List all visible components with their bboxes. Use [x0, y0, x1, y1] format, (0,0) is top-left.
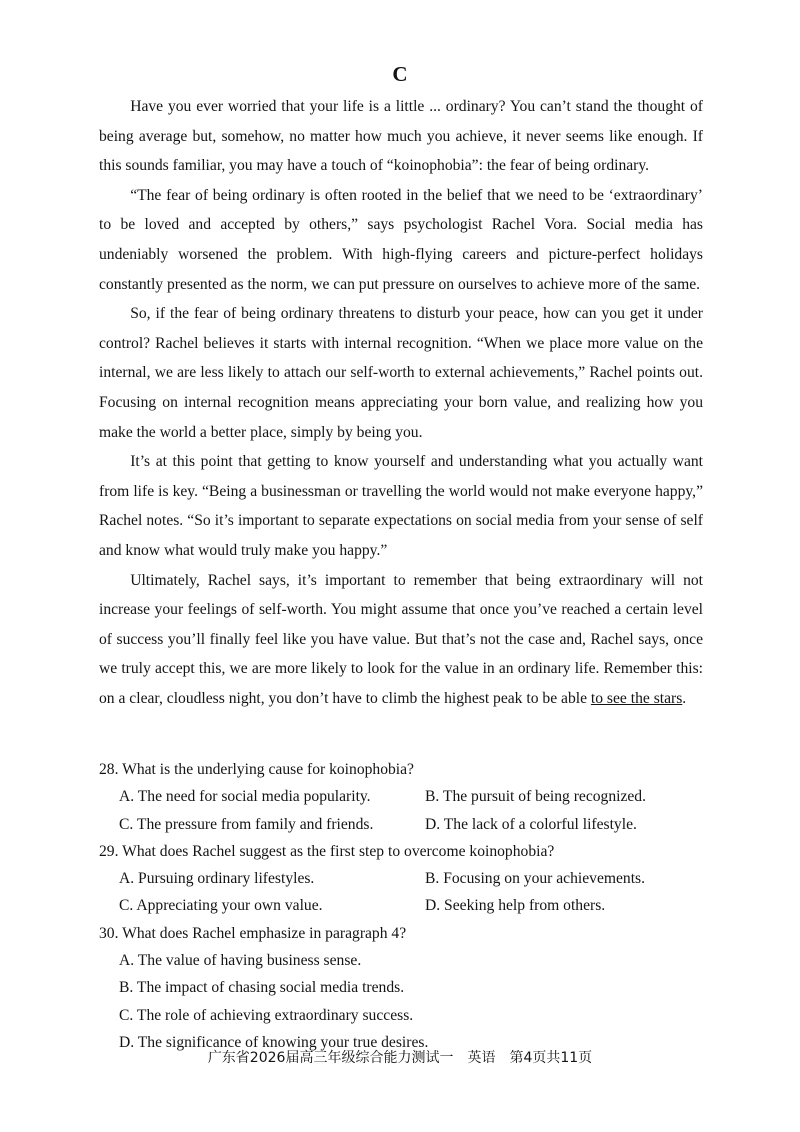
paragraph-1: Have you ever worried that your life is a little ... ordinary? You can’t stand the thought of being average but, somehow, no matter how much you achieve, it never seems like enough. If this sounds familiar, you may have a touch of “koinophobia”: the fear of being ordinary.	[99, 98, 703, 175]
option-c: C. The role of achieving extraordinary success.	[119, 1006, 414, 1024]
option-c: C. Appreciating your own value.	[119, 897, 323, 915]
option-d: D. The significance of knowing your true desires.	[119, 1033, 429, 1051]
option-a: A. The need for social media popularity.	[119, 788, 371, 806]
underlined-phrase: to see the stars	[590, 689, 683, 707]
paragraph-2: “The fear of being ordinary is often rooted in the belief that we need to be ‘extraordinary’ to be loved and accepted by others,” says psychologist Rachel Vora. Social media has undeniably worsened the problem. With high-flying careers and picture-perfect holidays constantly presented as the norm, we can put pressure on ourselves to achieve more of the same.	[99, 186, 703, 293]
option-b: B. The impact of chasing social media trends.	[119, 979, 405, 997]
option-a: A. Pursuing ordinary lifestyles.	[119, 870, 315, 888]
option-list	[99, 947, 703, 1056]
question-stem: 30. What does Rachel emphasize in paragraph 4?	[99, 924, 407, 942]
option-d: D. Seeking help from others.	[425, 897, 606, 915]
question-stem: 29. What does Rachel suggest as the first step to overcome koinophobia?	[99, 842, 555, 860]
question-list	[99, 756, 703, 1056]
paragraph-5	[99, 566, 703, 714]
page-footer: 广东省2026届高三年级综合能力测试一 英语 第4页共11页	[207, 1050, 593, 1066]
reading-passage	[99, 92, 703, 713]
question-29	[99, 838, 703, 920]
question-30	[99, 920, 703, 1056]
paragraph-4: It’s at this point that getting to know yourself and understanding what you actually want from life is key. “Being a businessman or travelling the world would not make everyone happy,” Rachel notes. “So it’s important to separate expectations on social media from your sense of self and know what would truly make you happy.”	[99, 453, 703, 559]
question-stem: 28. What is the underlying cause for koinophobia?	[99, 761, 414, 778]
option-b: B. The pursuit of being recognized.	[425, 788, 647, 806]
paragraph-5-end: .	[682, 689, 687, 707]
option-d: D. The lack of a colorful lifestyle.	[425, 815, 637, 833]
option-b: B. Focusing on your achievements.	[425, 870, 646, 888]
paragraph-5-text: Ultimately, Rachel says, it’s important to remember that being extraordinary will not increase your feelings of self-worth. You might assume that once you’ve reached a certain level of success you’ll finally feel like you have value. But that’s not the case and, Rachel says, once we truly accept this, we are more likely to look for the value in an ordinary life. Remember this: on a clear, cloudless night, you don’t have to climb the highest peak to be able	[99, 571, 703, 707]
option-grid	[99, 783, 703, 838]
question-28	[99, 756, 703, 838]
option-grid	[99, 865, 703, 920]
option-c: C. The pressure from family and friends.	[119, 815, 374, 833]
paragraph-3: So, if the fear of being ordinary threatens to disturb your peace, how can you get it under control? Rachel believes it starts with internal recognition. “When we place more value on the internal, we are less likely to attach our self-worth to external achievements,” Rachel points out. Focusing on internal recognition means appreciating your born value, and realizing how you make the world a better place, simply by being you.	[99, 305, 703, 441]
option-a: A. The value of having business sense.	[119, 952, 362, 970]
section-heading: C	[392, 62, 408, 86]
